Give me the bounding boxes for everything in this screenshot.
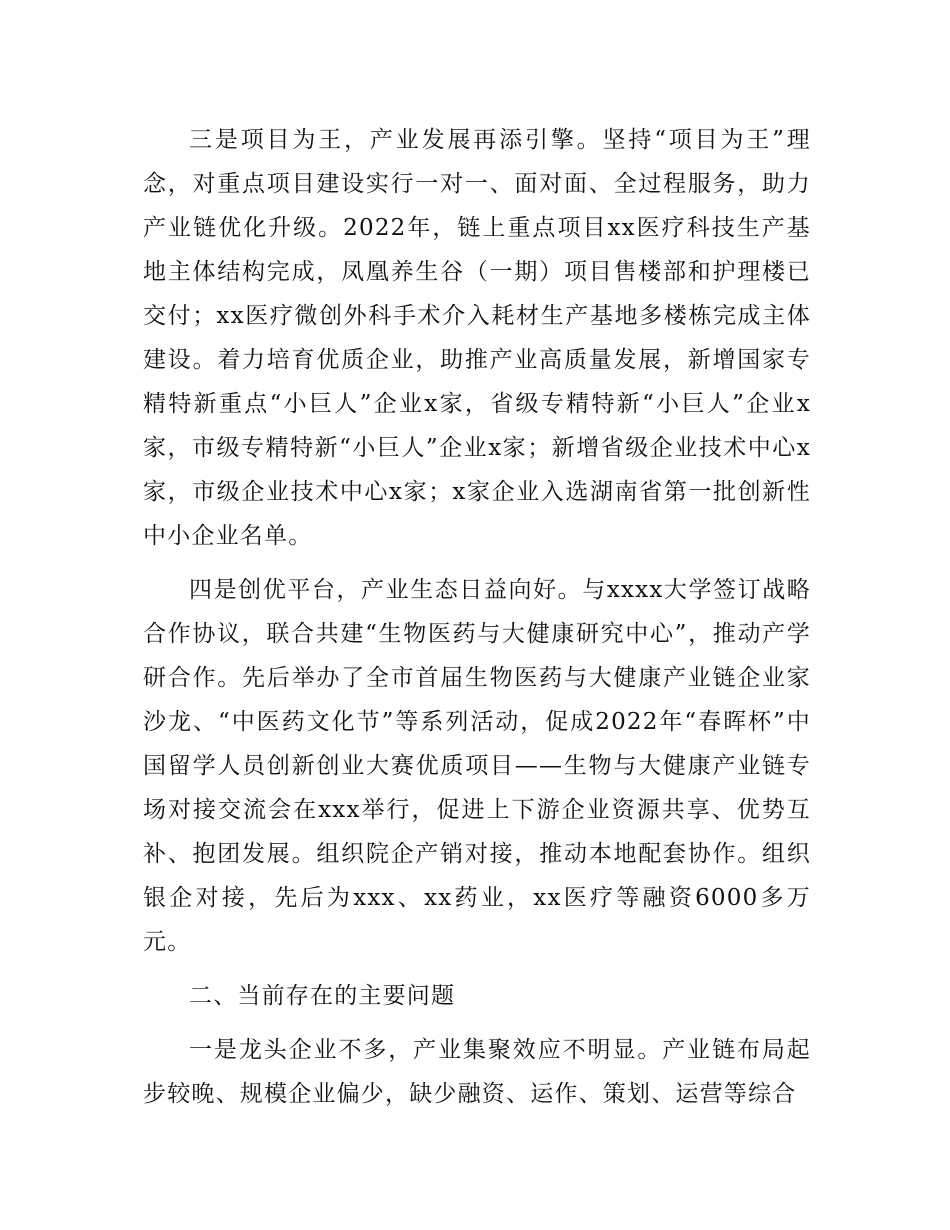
document-body	[143, 118, 811, 1126]
paragraph-project-engine: 三是项目为王，产业发展再添引擎。坚持“项目为王”理念，对重点项目建设实行一对一、面对面、全过程服务，助力产业链优化升级。2022年，链上重点项目xx医疗科技生产基地主体结构完成，凤凰养生谷（一期）项目售楼部和护理楼已交付；xx医疗微创外科手术介入耗材生产基地多楼栋完成主体建设。着力培育优质企业，助推产业高质量发展，新增国家专精特新重点“小巨人”企业x家，省级专精特新“小巨人”企业x家，市级专精特新“小巨人”企业x家；新增省级企业技术中心x家，市级企业技术中心x家；x家企业入选湖南省第一批创新性中小企业名单。	[143, 127, 811, 549]
section-heading: 二、当前存在的主要问题	[189, 983, 456, 1009]
paragraph-platform-ecology: 四是创优平台，产业生态日益向好。与xxxx大学签订战略合作协议，联合共建“生物医药与大健康研究中心”，推动产学研合作。先后举办了全市首届生物医药与大健康产业链企业家沙龙、“中医药文化节”等系列活动，促成2022年“春晖杯”中国留学人员创新创业大赛优质项目——生物与大健康产业链专场对接交流会在xxx举行，促进上下游企业资源共享、优势互补、抱团发展。组织院企产销对接，推动本地配套协作。组织银企对接，先后为xxx、xx药业，xx医疗等融资6000多万元。	[143, 577, 811, 955]
paragraph-leading-enterprises: 一是龙头企业不多，产业集聚效应不明显。产业链布局起步较晚、规模企业偏少，缺少融资、运作、策划、运营等综合	[143, 1037, 811, 1107]
